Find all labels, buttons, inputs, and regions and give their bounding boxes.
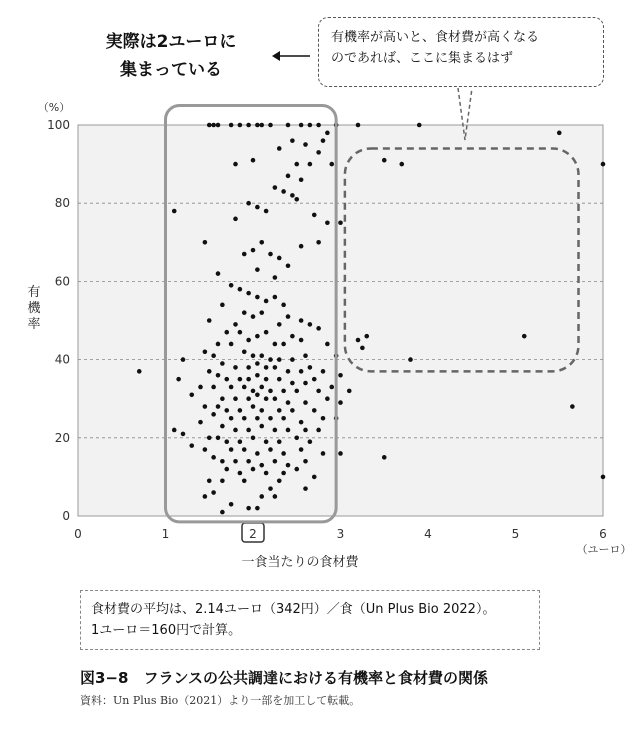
data-point xyxy=(233,365,238,370)
y-tick-label: 80 xyxy=(54,196,70,211)
data-point xyxy=(259,408,264,413)
data-point xyxy=(299,420,304,425)
data-point xyxy=(286,174,291,179)
data-point xyxy=(176,377,181,382)
data-point xyxy=(286,400,291,405)
data-point xyxy=(264,396,269,401)
data-point xyxy=(299,123,304,128)
data-point xyxy=(220,479,225,484)
data-point xyxy=(308,365,313,370)
data-point xyxy=(277,408,282,413)
figure-source: 資料：Un Plus Bio（2021）より一部を加工して転載。 xyxy=(80,694,361,707)
data-point xyxy=(286,123,291,128)
data-point xyxy=(198,420,203,425)
data-point xyxy=(255,451,260,456)
data-point xyxy=(281,342,286,347)
data-point xyxy=(189,443,194,448)
data-point xyxy=(264,471,269,476)
data-point xyxy=(203,240,208,245)
data-point xyxy=(290,357,295,362)
data-point xyxy=(229,342,234,347)
data-point xyxy=(246,428,251,433)
data-point xyxy=(264,439,269,444)
data-point xyxy=(246,338,251,343)
x-tick-label: 3 xyxy=(336,527,345,541)
data-point xyxy=(229,416,234,421)
x-axis-unit: （ユーロ） xyxy=(576,543,632,556)
data-point xyxy=(286,369,291,374)
data-point xyxy=(207,479,212,484)
data-point xyxy=(242,349,247,354)
x-tick-label: 6 xyxy=(599,527,607,541)
data-point xyxy=(299,447,304,452)
data-point xyxy=(312,475,317,480)
data-point xyxy=(281,416,286,421)
data-point xyxy=(299,177,304,182)
data-point xyxy=(290,193,295,198)
data-point xyxy=(277,357,282,362)
data-point xyxy=(251,314,256,319)
data-point xyxy=(216,436,221,441)
data-point xyxy=(601,475,606,480)
data-point xyxy=(259,353,264,358)
data-point xyxy=(329,385,334,390)
data-point xyxy=(338,373,343,378)
data-point xyxy=(255,295,260,300)
data-point xyxy=(273,295,278,300)
data-point xyxy=(356,338,361,343)
data-point xyxy=(238,439,243,444)
y-axis-unit: （%） xyxy=(37,101,71,114)
data-point xyxy=(216,342,221,347)
data-point xyxy=(203,404,208,409)
data-point xyxy=(246,506,251,511)
data-point xyxy=(259,424,264,429)
data-point xyxy=(233,396,238,401)
y-axis-label-char: 機 xyxy=(27,301,41,316)
data-point xyxy=(264,299,269,304)
data-point xyxy=(338,451,343,456)
data-point xyxy=(251,158,256,163)
data-point xyxy=(299,318,304,323)
data-point xyxy=(255,205,260,210)
data-point xyxy=(277,377,282,382)
data-point xyxy=(181,357,186,362)
data-point xyxy=(281,303,286,308)
data-point xyxy=(281,389,286,394)
data-point xyxy=(259,240,264,245)
data-point xyxy=(246,377,251,382)
data-point xyxy=(321,451,326,456)
data-point xyxy=(273,342,278,347)
annotation-actual-line2: 集まっている xyxy=(120,60,222,80)
data-point xyxy=(211,353,216,358)
data-point xyxy=(312,377,317,382)
data-point xyxy=(229,385,234,390)
data-point xyxy=(294,436,299,441)
data-point xyxy=(273,459,278,464)
data-point xyxy=(216,123,221,128)
data-point xyxy=(308,439,313,444)
data-point xyxy=(325,131,330,136)
annotation-actual xyxy=(76,28,266,84)
data-point xyxy=(360,346,365,351)
data-point xyxy=(290,408,295,413)
data-point xyxy=(207,318,212,323)
data-point xyxy=(255,334,260,339)
data-point xyxy=(259,123,264,128)
data-point xyxy=(233,459,238,464)
data-point xyxy=(233,322,238,327)
data-point xyxy=(242,447,247,452)
data-point xyxy=(303,142,308,147)
data-point xyxy=(198,385,203,390)
data-point xyxy=(233,217,238,222)
annotation-actual-line1: 実際は2ユーロに xyxy=(105,32,237,52)
data-point xyxy=(255,123,260,128)
data-point xyxy=(242,252,247,257)
data-point xyxy=(299,338,304,343)
data-point xyxy=(220,361,225,366)
data-point xyxy=(211,455,216,460)
data-point xyxy=(268,389,273,394)
data-point xyxy=(255,392,260,397)
data-point xyxy=(203,349,208,354)
data-point xyxy=(207,436,212,441)
data-point xyxy=(220,303,225,308)
data-point xyxy=(364,334,369,339)
data-point xyxy=(268,486,273,491)
data-point xyxy=(224,439,229,444)
data-point xyxy=(224,330,229,335)
data-point xyxy=(290,334,295,339)
data-point xyxy=(242,416,247,421)
data-point xyxy=(356,123,361,128)
data-point xyxy=(211,490,216,495)
data-point xyxy=(277,256,282,261)
data-point xyxy=(325,342,330,347)
data-point xyxy=(325,220,330,225)
figure-caption: 図3−8 フランスの公共調達における有機率と食材費の関係 xyxy=(80,669,488,687)
data-point xyxy=(316,123,321,128)
data-point xyxy=(238,123,243,128)
data-point xyxy=(203,447,208,452)
data-point xyxy=(316,326,321,331)
data-point xyxy=(259,310,264,315)
data-point xyxy=(220,424,225,429)
annotation-expected-line2: のであれば、ここに集まるはず xyxy=(331,51,514,66)
data-point xyxy=(251,404,256,409)
y-tick-label: 100 xyxy=(47,118,70,132)
x-axis-label: 一食当たりの食材費 xyxy=(241,555,359,570)
data-point xyxy=(137,369,142,374)
plot-area xyxy=(78,125,603,516)
data-point xyxy=(216,404,221,409)
data-point xyxy=(303,381,308,386)
data-point xyxy=(211,385,216,390)
data-point xyxy=(522,334,527,339)
data-point xyxy=(382,455,387,460)
data-point xyxy=(601,162,606,167)
data-point xyxy=(294,467,299,472)
data-point xyxy=(382,158,387,163)
data-point xyxy=(273,396,278,401)
data-point xyxy=(264,377,269,382)
data-point xyxy=(299,369,304,374)
data-point xyxy=(220,510,225,515)
data-point xyxy=(312,213,317,218)
data-point xyxy=(347,389,352,394)
data-point xyxy=(211,123,216,128)
data-point xyxy=(238,287,243,292)
data-point xyxy=(207,123,212,128)
data-point xyxy=(303,400,308,405)
data-point xyxy=(338,220,343,225)
y-tick-label: 40 xyxy=(54,352,70,367)
data-point xyxy=(299,244,304,249)
data-point xyxy=(268,447,273,452)
data-point xyxy=(251,353,256,358)
data-point xyxy=(312,408,317,413)
data-point xyxy=(570,404,575,409)
data-point xyxy=(286,463,291,468)
data-point xyxy=(246,201,251,206)
data-point xyxy=(321,416,326,421)
data-point xyxy=(268,123,273,128)
data-point xyxy=(233,162,238,167)
data-point xyxy=(290,138,295,143)
data-point xyxy=(286,314,291,319)
data-point xyxy=(246,291,251,296)
x-tick-label: 4 xyxy=(424,527,432,541)
data-point xyxy=(216,271,221,276)
data-point xyxy=(246,396,251,401)
data-point xyxy=(264,365,269,370)
y-tick-label: 60 xyxy=(54,274,70,289)
data-point xyxy=(277,322,282,327)
data-point xyxy=(281,189,286,194)
data-point xyxy=(286,263,291,268)
data-point xyxy=(203,494,208,499)
data-point xyxy=(273,275,278,280)
data-point xyxy=(246,459,251,464)
data-point xyxy=(224,467,229,472)
data-point xyxy=(273,365,278,370)
data-point xyxy=(224,408,229,413)
data-point xyxy=(294,162,299,167)
data-point xyxy=(229,502,234,507)
annotation-expected xyxy=(318,17,604,87)
data-point xyxy=(281,471,286,476)
note-line1: 食材費の平均は、2.14ユーロ（342円）／食（Un Plus Bio 2022）。 xyxy=(91,602,496,617)
data-point xyxy=(238,377,243,382)
data-point xyxy=(329,162,334,167)
data-point xyxy=(251,467,256,472)
data-point xyxy=(294,389,299,394)
data-point xyxy=(211,412,216,417)
data-point xyxy=(181,432,186,437)
data-point xyxy=(216,373,221,378)
data-point xyxy=(229,283,234,288)
data-point xyxy=(220,459,225,464)
data-point xyxy=(316,428,321,433)
data-point xyxy=(294,197,299,202)
data-point xyxy=(229,123,234,128)
data-point xyxy=(224,377,229,382)
x-tick-label: 2 xyxy=(249,527,257,541)
note-line2: 1ユーロ＝160円で計算。 xyxy=(91,623,242,638)
data-point xyxy=(303,459,308,464)
data-point xyxy=(255,267,260,272)
annotation-expected-line1: 有機率が高いと、食材費が高くなる xyxy=(331,30,540,45)
data-point xyxy=(303,353,308,358)
data-point xyxy=(255,373,260,378)
x-tick-label: 5 xyxy=(511,527,520,541)
data-point xyxy=(277,439,282,444)
x-tick-label: 1 xyxy=(161,527,170,541)
data-point xyxy=(321,369,326,374)
x-tick-label: 0 xyxy=(74,527,82,541)
data-point xyxy=(259,463,264,468)
y-tick-label: 20 xyxy=(54,430,70,445)
data-point xyxy=(233,428,238,433)
data-point xyxy=(273,185,278,190)
data-point xyxy=(251,248,256,253)
y-axis-label-char: 率 xyxy=(27,317,41,332)
data-point xyxy=(255,361,260,366)
data-point xyxy=(246,365,251,370)
data-point xyxy=(207,369,212,374)
data-point xyxy=(220,396,225,401)
data-point xyxy=(172,428,177,433)
data-point xyxy=(189,392,194,397)
data-point xyxy=(281,451,286,456)
data-point xyxy=(277,479,282,484)
arrow-head xyxy=(272,51,280,61)
data-point xyxy=(268,416,273,421)
data-point xyxy=(557,131,562,136)
data-point xyxy=(242,310,247,315)
data-point xyxy=(251,436,256,441)
data-point xyxy=(308,162,313,167)
data-point xyxy=(172,209,177,214)
data-point xyxy=(242,479,247,484)
data-point xyxy=(238,471,243,476)
data-point xyxy=(303,428,308,433)
data-point xyxy=(273,494,278,499)
data-point xyxy=(417,123,422,128)
data-point xyxy=(268,357,273,362)
y-tick-label: 0 xyxy=(62,509,70,523)
data-point xyxy=(255,416,260,421)
data-point xyxy=(246,123,251,128)
data-point xyxy=(259,385,264,390)
data-point xyxy=(255,506,260,511)
data-point xyxy=(277,146,282,151)
data-point xyxy=(251,389,256,394)
data-point xyxy=(316,150,321,155)
data-point xyxy=(268,252,273,257)
data-point xyxy=(316,389,321,394)
data-point xyxy=(316,240,321,245)
data-point xyxy=(264,330,269,335)
average-cost-note xyxy=(80,590,540,650)
data-point xyxy=(308,322,313,327)
data-point xyxy=(303,486,308,491)
data-point xyxy=(238,330,243,335)
data-point xyxy=(242,385,247,390)
data-point xyxy=(290,381,295,386)
y-axis-label-char: 有 xyxy=(27,285,41,300)
data-point xyxy=(273,428,278,433)
data-point xyxy=(408,357,413,362)
data-point xyxy=(238,408,243,413)
data-point xyxy=(229,447,234,452)
data-point xyxy=(286,428,291,433)
data-point xyxy=(338,400,343,405)
data-point xyxy=(325,396,330,401)
data-point xyxy=(259,494,264,499)
data-point xyxy=(264,209,269,214)
data-point xyxy=(321,138,326,143)
data-point xyxy=(399,162,404,167)
data-point xyxy=(308,123,313,128)
